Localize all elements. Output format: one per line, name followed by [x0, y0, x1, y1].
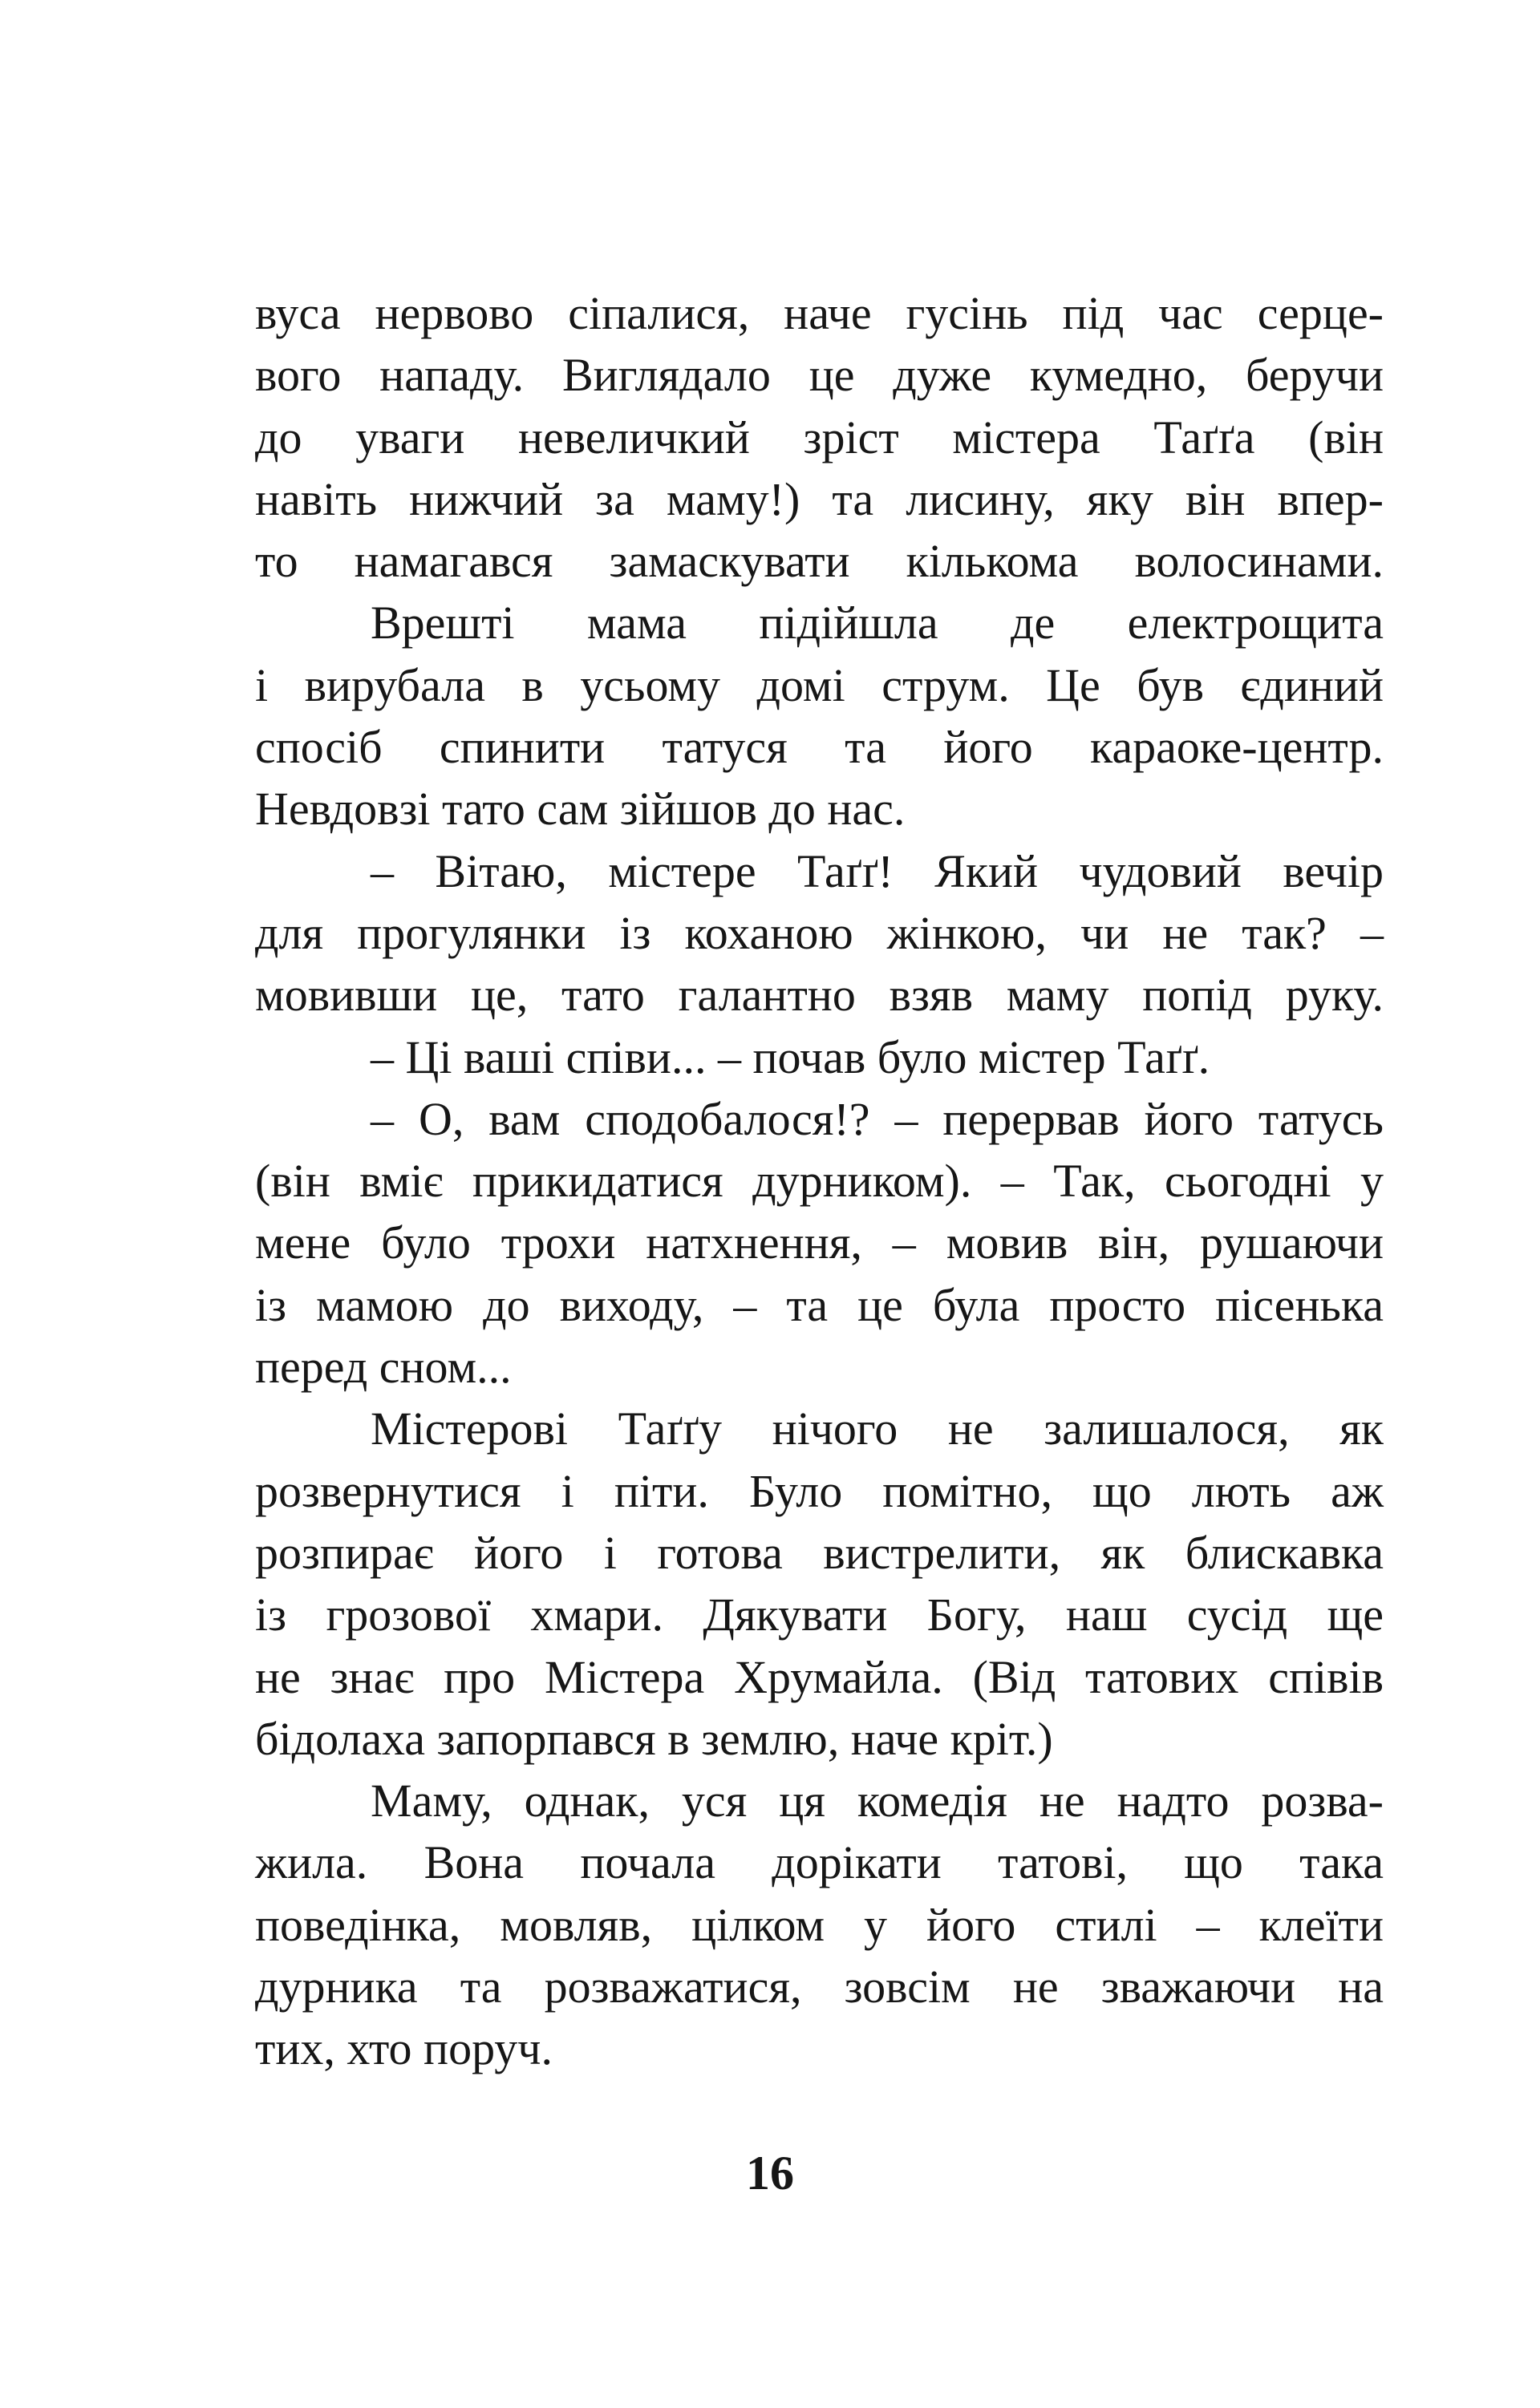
- text-line-content: (він вміє прикидатися дурником). – Так, сьогодні у: [255, 1155, 1384, 1208]
- text-line: [255, 530, 1384, 592]
- text-line-content: із мамою до виходу, – та це була просто пісенька: [255, 1278, 1384, 1331]
- text-line-content: не знає про Містера Хрумайла. (Від татових співів: [255, 1650, 1384, 1703]
- text-line-content: для прогулянки із коханою жінкою, чи не так? –: [255, 906, 1384, 959]
- text-line-content: вуса нервово сіпалися, наче гусінь під час серце-: [255, 287, 1384, 339]
- text-line: [255, 1398, 1384, 1459]
- page-number: 16: [746, 2147, 794, 2200]
- text-line: [255, 964, 1384, 1026]
- text-line: [255, 1460, 1384, 1522]
- body-text: [255, 282, 1384, 2080]
- text-line: [255, 468, 1384, 530]
- text-line: [255, 1956, 1384, 2017]
- text-line: [255, 2017, 1384, 2079]
- text-line-content: – Ці ваші співи... – почав було містер Таґґ.: [371, 1030, 1210, 1083]
- text-line-content: – О, вам сподобалося!? – перервав його татусь: [371, 1092, 1384, 1145]
- text-line-content: мовивши це, тато галантно взяв маму попід руку.: [255, 969, 1384, 1022]
- text-line-content: жила. Вона почала дорікати татові, що така: [255, 1836, 1384, 1889]
- text-line: [255, 1708, 1384, 1770]
- text-line: [255, 344, 1384, 406]
- text-line: [255, 1584, 1384, 1645]
- text-line-content: до уваги невеличкий зріст містера Таґґа (він: [255, 411, 1384, 463]
- text-line: [255, 1212, 1384, 1273]
- text-line: [255, 902, 1384, 964]
- text-line: [255, 1831, 1384, 1893]
- text-line: [255, 1522, 1384, 1584]
- text-line: [255, 1894, 1384, 1956]
- text-line: [255, 407, 1384, 468]
- text-line-content: тих, хто поруч.: [255, 2022, 553, 2075]
- text-line: [255, 282, 1384, 344]
- text-line-content: і вирубала в усьому домі струм. Це був єдиний: [255, 658, 1384, 711]
- text-line: [255, 1336, 1384, 1398]
- text-line: [255, 592, 1384, 654]
- text-line-content: Містерові Таґґу нічого не залишалося, як: [371, 1402, 1384, 1455]
- text-line-content: бідолаха запорпався в землю, наче кріт.): [255, 1712, 1053, 1765]
- text-line: [255, 654, 1384, 716]
- text-line: [255, 778, 1384, 840]
- text-line-content: перед сном...: [255, 1341, 512, 1394]
- text-line-content: розвернутися і піти. Було помітно, що лють аж: [255, 1464, 1384, 1517]
- text-line: [255, 1088, 1384, 1150]
- text-line-content: із грозової хмари. Дякувати Богу, наш сусід ще: [255, 1588, 1384, 1641]
- text-line: [255, 1770, 1384, 1831]
- text-line: [255, 1646, 1384, 1708]
- text-line-content: то намагався замаскувати кількома волосинами.: [255, 535, 1384, 588]
- text-line: [255, 716, 1384, 778]
- text-line-content: Маму, однак, уся ця комедія не надто розва-: [371, 1775, 1384, 1827]
- text-line: [255, 1274, 1384, 1336]
- text-line: [255, 840, 1384, 902]
- text-line-content: Невдовзі тато сам зійшов до нас.: [255, 783, 906, 836]
- text-line-content: навіть нижчий за маму!) та лисину, яку він впер-: [255, 472, 1384, 525]
- text-line: [255, 1150, 1384, 1212]
- text-line-content: – Вітаю, містере Таґґ! Який чудовий вечір: [371, 844, 1384, 897]
- text-line-content: мене було трохи натхнення, – мовив він, рушаючи: [255, 1216, 1384, 1269]
- text-line-content: поведінка, мовляв, цілком у його стилі – клеїти: [255, 1898, 1384, 1951]
- text-line-content: Врешті мама підійшла де електрощита: [371, 597, 1384, 650]
- text-line-content: розпирає його і готова вистрелити, як блискавка: [255, 1526, 1384, 1579]
- text-line-content: дурника та розважатися, зовсім не зважаючи на: [255, 1961, 1384, 2013]
- text-line-content: спосіб спинити татуся та його караоке-центр.: [255, 721, 1384, 774]
- text-line-content: вого нападу. Виглядало це дуже кумедно, беручи: [255, 349, 1384, 402]
- text-line: [255, 1026, 1384, 1088]
